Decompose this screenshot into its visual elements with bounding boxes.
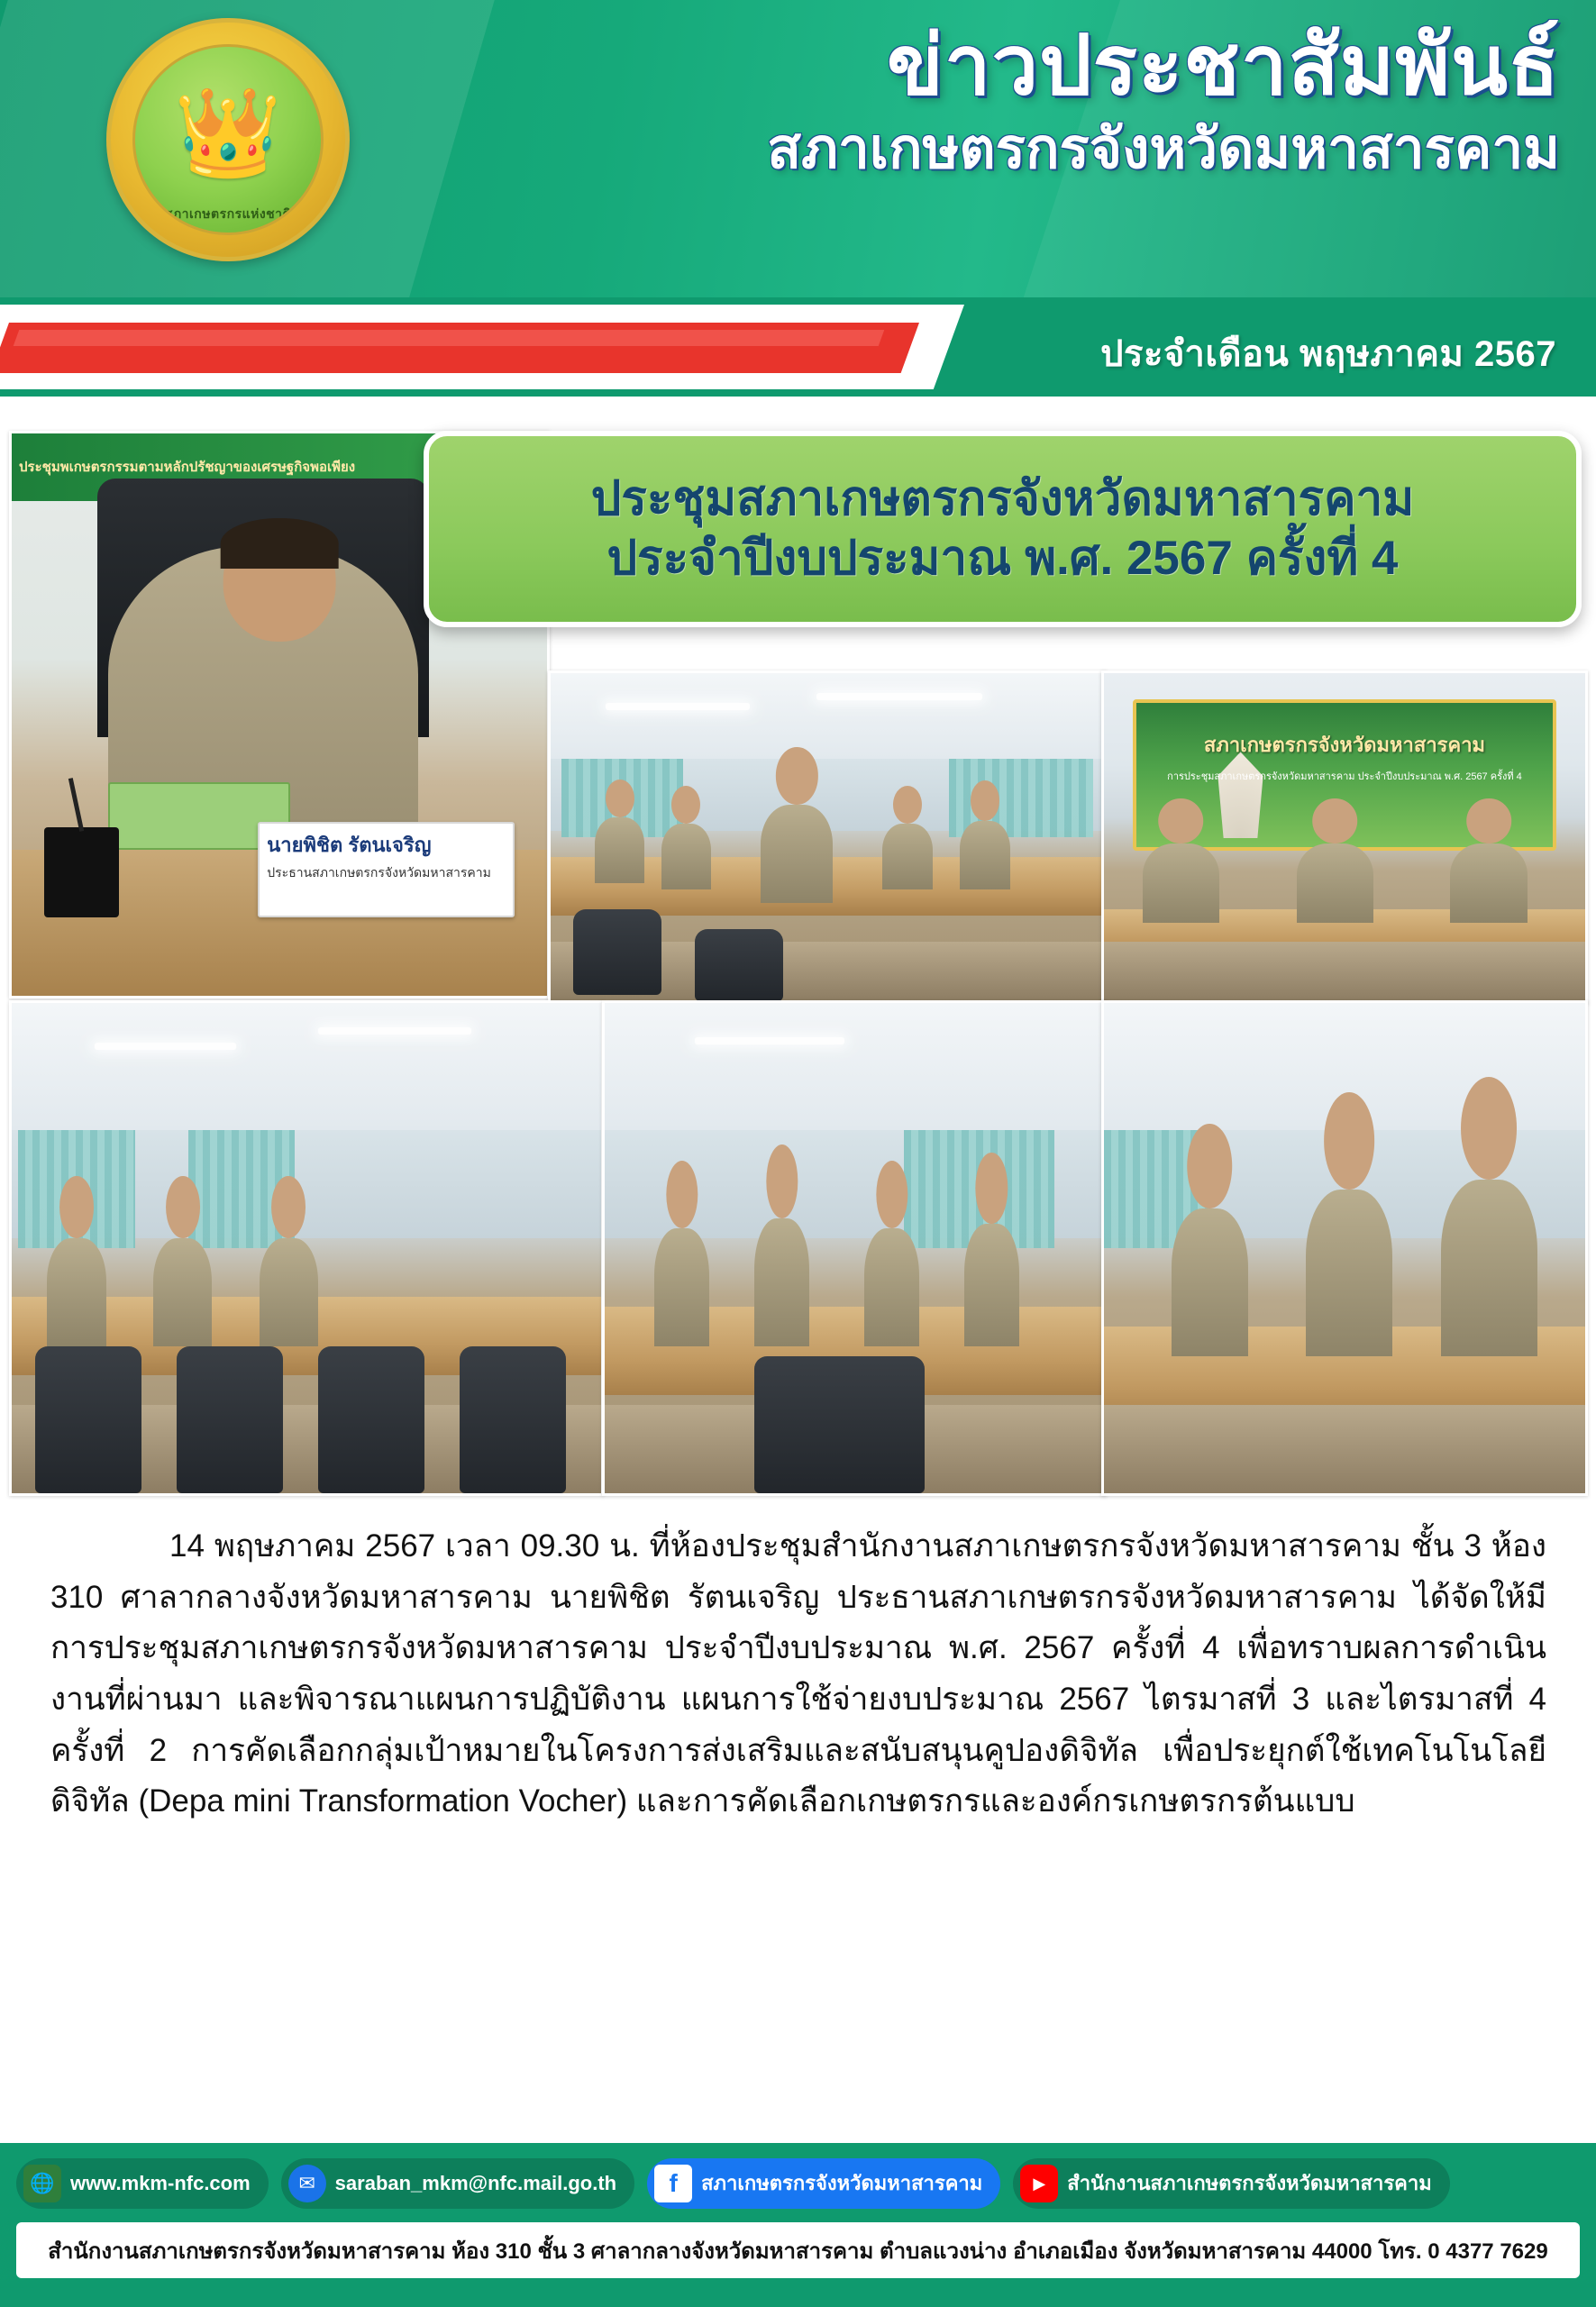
room-scene <box>1104 673 1585 1001</box>
attendee-head <box>666 1161 698 1229</box>
attendee-hand-raised <box>153 1238 212 1346</box>
backdrop-title: สภาเกษตรกรจังหวัดมหาสารคาม <box>1203 733 1486 756</box>
facebook-icon: f <box>654 2165 692 2202</box>
garuda-emblem-icon: 👑 <box>174 85 282 181</box>
room-ceiling <box>12 1003 601 1130</box>
room-scene <box>551 673 1104 1001</box>
room-ceiling <box>605 1003 1104 1130</box>
attendee-hand-raised <box>260 1238 318 1346</box>
portrait-microphone <box>44 827 119 917</box>
photo-collage <box>0 407 1596 1509</box>
header-banner <box>0 0 1596 297</box>
month-label: ประจำเดือน พฤษภาคม 2567 <box>1100 334 1556 374</box>
youtube-label: สำนักงานสภาเกษตรกรจังหวัดมหาสารคาม <box>1067 2172 1432 2194</box>
attendee <box>882 824 932 889</box>
room-ceiling <box>551 673 1104 759</box>
ceiling-lamp <box>695 1037 844 1044</box>
staff-member <box>1441 1180 1537 1356</box>
attendee <box>595 817 644 883</box>
backdrop-subtitle: การประชุมสภาเกษตรกรจังหวัดมหาสารคาม ประจำปีงบประมาณ พ.ศ. 2567 ครั้งที่ 4 <box>1167 771 1522 782</box>
attendee <box>661 824 711 889</box>
website-label: www.mkm-nfc.com <box>70 2172 251 2194</box>
logo-outer-ring <box>106 18 350 261</box>
footer-contact-bar <box>0 2143 1596 2307</box>
nameplate-name: นายพิชิต รัตนเจริญ <box>267 833 432 856</box>
month-ribbon <box>0 297 1596 397</box>
staff-member <box>1306 1190 1392 1356</box>
logo-inner-disc <box>132 44 324 235</box>
office-chair <box>754 1356 924 1493</box>
photo-meeting-head-table <box>1101 670 1588 1004</box>
ceiling-lamp <box>318 1027 471 1035</box>
photo-meeting-room-standing <box>548 670 1107 1004</box>
attendee-head <box>1159 798 1204 844</box>
room-scene <box>1104 1003 1585 1493</box>
attendee <box>960 821 1009 889</box>
panelist <box>1143 843 1219 922</box>
mail-icon: ✉ <box>288 2165 326 2202</box>
logo-caption: สภาเกษตรกรแห่งชาติ <box>164 206 292 221</box>
youtube-icon: ▶ <box>1020 2165 1058 2202</box>
globe-icon: 🌐 <box>23 2165 61 2202</box>
room-floor <box>1104 1405 1585 1493</box>
page-subtitle: สภาเกษตรกรจังหวัดมหาสารคาม <box>767 118 1560 181</box>
room-scene <box>605 1003 1104 1493</box>
facebook-chip[interactable] <box>647 2158 1000 2209</box>
attendee-head <box>1466 798 1511 844</box>
room-scene <box>12 1003 601 1493</box>
panelist <box>1450 843 1527 922</box>
website-chip[interactable] <box>16 2158 269 2209</box>
attendee-head <box>59 1176 94 1238</box>
footer-links-row <box>16 2156 1580 2211</box>
room-floor <box>1104 942 1585 1001</box>
attendee <box>864 1228 919 1346</box>
attendee-head <box>271 1176 306 1238</box>
attendee-head <box>166 1176 200 1238</box>
attendee-head <box>1188 1124 1233 1209</box>
article-text: 14 พฤษภาคม 2567 เวลา 09.30 น. ที่ห้องประชุมสำนักงานสภาเกษตรกรจังหวัดมหาสารคาม ชั้น 3 ห้อง 310 ศาลากลางจังหวัดมหาสารคาม นายพิชิต รัตนเจริญ ประธานสภาเกษตรกรจังหวัดมหาสารคาม ได้จัดให้มีการประชุมสภาเกษตรกรจังหวัดมหาสารคาม ประจำปีงบประมาณ พ.ศ. 2567 ครั้งที่ 4 เพื่อทราบผลการดำเนินงานที่ผ่านมา และพิจารณาแผนการปฏิบัติงาน แผนการใช้จ่ายงบประมาณ 2567 ไตรมาสที่ 3 และไตรมาสที่ 4 ครั้งที่ 2 การคัดเลือกกลุ่มเป้าหมายในโครงการส่งเสริมและสนับสนุนคูปองดิจิทัล เพื่อประยุกต์ใช้เทคโนโนโลยีดิจิทัล (Depa mini Transformation Vocher) และการคัดเลือกเกษตรกรและองค์กรเกษตรกรต้นแบบ <box>50 1528 1546 1819</box>
email-label: saraban_mkm@nfc.mail.go.th <box>334 2172 617 2194</box>
attendee <box>654 1228 709 1346</box>
event-title-callout <box>424 431 1582 627</box>
nameplate-position: ประธานสภาเกษตรกรจังหวัดมหาสารคาม <box>267 864 491 880</box>
attendee-head <box>1461 1077 1517 1180</box>
attendee-head <box>876 1161 907 1229</box>
panelist <box>1297 843 1373 922</box>
attendee-head <box>766 1144 798 1218</box>
portrait-hair <box>221 518 339 569</box>
portrait-nameplate <box>258 822 515 917</box>
photo-members-voting <box>9 1000 604 1496</box>
office-chair <box>573 909 661 995</box>
staff-member <box>1172 1208 1248 1355</box>
photo-members-seated <box>602 1000 1107 1496</box>
attendee-hand-raised <box>47 1238 105 1346</box>
header-titles <box>577 20 1560 183</box>
callout-line-1: ประชุมสภาเกษตรกรจังหวัดมหาสารคาม <box>590 471 1415 525</box>
ceiling-lamp <box>606 703 750 710</box>
attendee <box>754 1218 809 1345</box>
office-chair <box>318 1346 424 1493</box>
photo-staff-laptop <box>1101 1000 1588 1496</box>
ribbon-red-highlight <box>14 330 885 346</box>
speaker-standing <box>761 805 833 903</box>
office-chair <box>35 1346 141 1493</box>
attendee-head <box>976 1153 1008 1224</box>
callout-line-2: ประจำปีงบประมาณ พ.ศ. 2567 ครั้งที่ 4 <box>606 532 1399 585</box>
office-chair <box>177 1346 283 1493</box>
attendee-head <box>1324 1092 1374 1189</box>
attendee <box>964 1224 1019 1346</box>
organization-logo <box>106 18 350 261</box>
attendee-head <box>893 786 922 824</box>
attendee-head <box>671 786 700 824</box>
portrait-banner-text: ประชุมพเกษตรกรรมตามหลักปรัชญาของเศรษฐกิจพอเพียง <box>12 433 547 501</box>
office-chair <box>695 929 783 1001</box>
ceiling-lamp <box>816 693 982 700</box>
article-body <box>50 1521 1546 1828</box>
youtube-chip[interactable] <box>1013 2158 1449 2209</box>
attendee-head <box>971 780 999 820</box>
attendee-head <box>606 780 634 817</box>
facebook-label: สภาเกษตรกรจังหวัดมหาสารคาม <box>701 2172 983 2194</box>
office-chair <box>460 1346 566 1493</box>
office-address: สำนักงานสภาเกษตรกรจังหวัดมหาสารคาม ห้อง 310 ชั้น 3 ศาลากลางจังหวัดมหาสารคาม ตำบลแวงน่าง อำเภอเมือง จังหวัดมหาสารคาม 44000 โทร. 0 4377 7629 <box>16 2222 1580 2278</box>
ceiling-lamp <box>95 1043 236 1050</box>
page-title: ข่าวประชาสัมพันธ์ <box>886 20 1560 112</box>
attendee-head <box>1313 798 1358 844</box>
email-chip[interactable] <box>281 2158 634 2209</box>
